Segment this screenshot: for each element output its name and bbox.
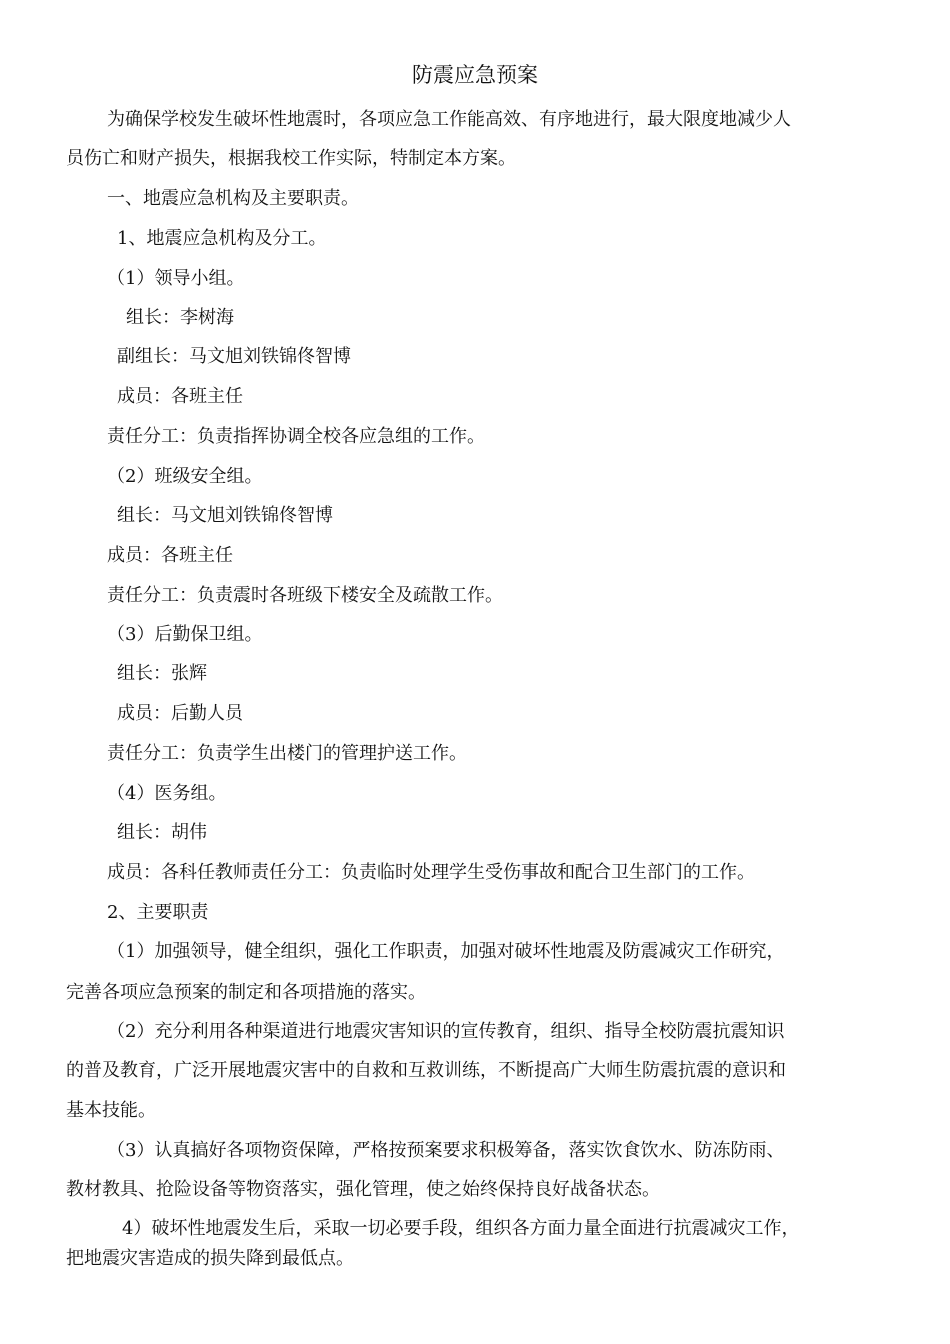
- group2-duty: 责任分工：负责震时各班级下楼安全及疏散工作。: [107, 585, 503, 606]
- duty2-line-3: 基本技能。: [66, 1100, 156, 1121]
- duty1-line-1: （1）加强领导，健全组织，强化工作职责，加强对破坏性地震及防震减灾工作研究，: [107, 941, 785, 962]
- group4-leader: 组长：胡伟: [117, 822, 207, 843]
- section1-heading: 一、地震应急机构及主要职责。: [107, 188, 359, 209]
- intro-line-1: 为确保学校发生破坏性地震时，各项应急工作能高效、有序地进行，最大限度地减少人: [107, 109, 791, 130]
- document-title: 防震应急预案: [412, 63, 538, 87]
- group3-duty: 责任分工：负责学生出楼门的管理护送工作。: [107, 743, 467, 764]
- duty3-line-1: （3）认真搞好各项物资保障，严格按预案要求积极筹备，落实饮食饮水、防冻防雨、: [107, 1140, 785, 1161]
- group3-leader: 组长：张辉: [117, 663, 207, 684]
- group1-duty: 责任分工：负责指挥协调全校各应急组的工作。: [107, 426, 485, 447]
- group1-deputy: 副组长：马文旭刘铁锦佟智博: [117, 346, 351, 367]
- group3-heading: （3）后勤保卫组。: [107, 624, 263, 645]
- intro-line-2: 员伤亡和财产损失，根据我校工作实际，特制定本方案。: [66, 148, 516, 169]
- duty2-line-1: （2）充分利用各种渠道进行地震灾害知识的宣传教育，组织、指导全校防震抗震知识: [107, 1021, 785, 1042]
- duty3-line-2: 教材教具、抢险设备等物资落实，强化管理，使之始终保持良好战备状态。: [66, 1179, 660, 1200]
- group1-members: 成员：各班主任: [117, 386, 243, 407]
- duty4-line-2: 把地震灾害造成的损失降到最低点。: [66, 1248, 354, 1269]
- duty1-line-2: 完善各项应急预案的制定和各项措施的落实。: [66, 982, 426, 1003]
- group2-leader: 组长：马文旭刘铁锦佟智博: [117, 505, 333, 526]
- group3-members: 成员：后勤人员: [117, 703, 243, 724]
- sub2-heading: 2、主要职责: [107, 902, 209, 923]
- group2-members: 成员：各班主任: [107, 545, 233, 566]
- group1-heading: （1）领导小组。: [107, 268, 245, 289]
- duty4-line-1: 4）破坏性地震发生后，采取一切必要手段，组织各方面力量全面进行抗震减灾工作，: [122, 1218, 800, 1239]
- group2-heading: （2）班级安全组。: [107, 466, 263, 487]
- group4-members-duty: 成员：各科任教师责任分工：负责临时处理学生受伤事故和配合卫生部门的工作。: [107, 862, 755, 883]
- group1-leader: 组长：李树海: [126, 307, 234, 328]
- sub1-heading: 1、地震应急机构及分工。: [117, 228, 327, 249]
- group4-heading: （4）医务组。: [107, 783, 227, 804]
- duty2-line-2: 的普及教育，广泛开展地震灾害中的自救和互救训练，不断提高广大师生防震抗震的意识和: [66, 1060, 786, 1081]
